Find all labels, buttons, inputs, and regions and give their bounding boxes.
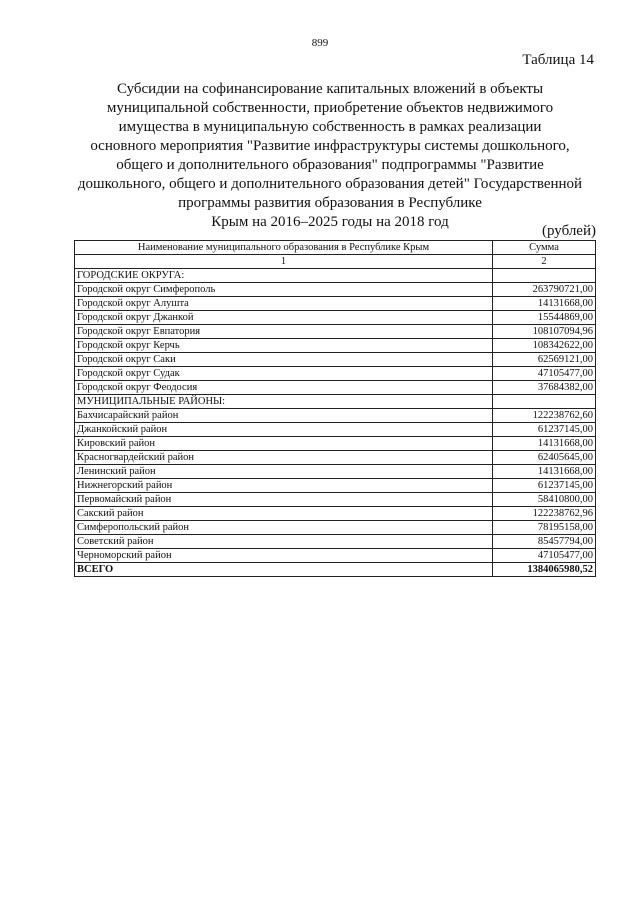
row-sum-cell: 15544869,00 [493,311,596,325]
row-sum-cell: 122238762,60 [493,409,596,423]
table-row [75,437,596,451]
subsidy-table [74,240,596,577]
section-label: ГОРОДСКИЕ ОКРУГА: [75,269,493,283]
column-index-sum: 2 [493,255,596,269]
row-name-cell: Ленинский район [75,465,493,479]
row-name-cell: Джанкойский район [75,423,493,437]
table-index-row [75,255,596,269]
row-name-cell: Городской округ Джанкой [75,311,493,325]
title-line: общего и дополнительного образования" подпрограммы "Развитие [116,157,544,173]
table-row [75,479,596,493]
row-name-cell: Советский район [75,535,493,549]
row-name-cell: Черноморский район [75,549,493,563]
title-line: Субсидии на софинансирование капитальных вложений в объекты [116,81,544,97]
row-sum-cell: 263790721,00 [493,283,596,297]
row-sum-cell: 108107094,96 [493,325,596,339]
row-sum-cell: 58410800,00 [493,493,596,507]
section-label: МУНИЦИПАЛЬНЫЕ РАЙОНЫ: [75,395,493,409]
row-sum-cell: 122238762,96 [493,507,596,521]
row-sum-cell: 14131668,00 [493,297,596,311]
table-row [75,311,596,325]
table-row [75,353,596,367]
section-row-city [75,269,596,283]
title-line: дошкольного, общего и дополнительного образования детей" Государственной [77,176,583,192]
table-row [75,409,596,423]
column-header-name: Наименование муниципального образования в Республике Крым [75,241,493,255]
table-row [75,423,596,437]
row-sum-cell: 61237145,00 [493,423,596,437]
table-row [75,521,596,535]
row-name-cell: Городской округ Керчь [75,339,493,353]
table-row [75,367,596,381]
row-name-cell: Первомайский район [75,493,493,507]
row-sum-cell: 85457794,00 [493,535,596,549]
row-sum-cell: 78195158,00 [493,521,596,535]
row-name-cell: Городской округ Евпатория [75,325,493,339]
table-row [75,339,596,353]
row-name-cell: Красногвардейский район [75,451,493,465]
table-label: Таблица 14 [522,52,594,68]
table-row [75,283,596,297]
table-row [75,451,596,465]
table-row [75,507,596,521]
row-sum-cell: 108342622,00 [493,339,596,353]
row-sum-cell: 37684382,00 [493,381,596,395]
row-name-cell: Городской округ Саки [75,353,493,367]
row-name-cell: Городской округ Алушта [75,297,493,311]
column-header-sum: Сумма [493,241,596,255]
title-line: основного мероприятия "Развитие инфраструктуры системы дошкольного, [90,138,570,154]
table-row [75,493,596,507]
document-title [70,80,590,232]
row-name-cell: Сакский район [75,507,493,521]
section-empty-cell [493,269,596,283]
row-name-cell: Бахчисарайский район [75,409,493,423]
column-index-name: 1 [75,255,493,269]
total-row [75,563,596,577]
row-sum-cell: 62569121,00 [493,353,596,367]
row-sum-cell: 14131668,00 [493,437,596,451]
row-name-cell: Кировский район [75,437,493,451]
row-sum-cell: 1384065980,52 [493,563,596,577]
row-name-cell: Городской округ Судак [75,367,493,381]
units-label: (рублей) [541,223,596,239]
table-row [75,381,596,395]
section-row-district [75,395,596,409]
table-row [75,465,596,479]
title-line: Крым на 2016–2025 годы на 2018 год [211,214,449,230]
row-sum-cell: 14131668,00 [493,465,596,479]
section-empty-cell [493,395,596,409]
row-name-cell: Городской округ Симферополь [75,283,493,297]
table-header-row [75,241,596,255]
row-name-cell: Нижнегорский район [75,479,493,493]
row-name-cell: Городской округ Феодосия [75,381,493,395]
table-row [75,325,596,339]
row-sum-cell: 62405645,00 [493,451,596,465]
row-name-cell: ВСЕГО [75,563,493,577]
title-line: муниципальной собственности, приобретение объектов недвижимого [106,100,554,116]
table-row [75,535,596,549]
title-line: программы развития образования в Республике [178,195,482,211]
table-row [75,549,596,563]
row-sum-cell: 47105477,00 [493,367,596,381]
title-line: имущества в муниципальную собственность в рамках реализации [118,119,542,135]
row-sum-cell: 61237145,00 [493,479,596,493]
row-sum-cell: 47105477,00 [493,549,596,563]
row-name-cell: Симферопольский район [75,521,493,535]
page-number: 899 [311,37,329,49]
table-row [75,297,596,311]
